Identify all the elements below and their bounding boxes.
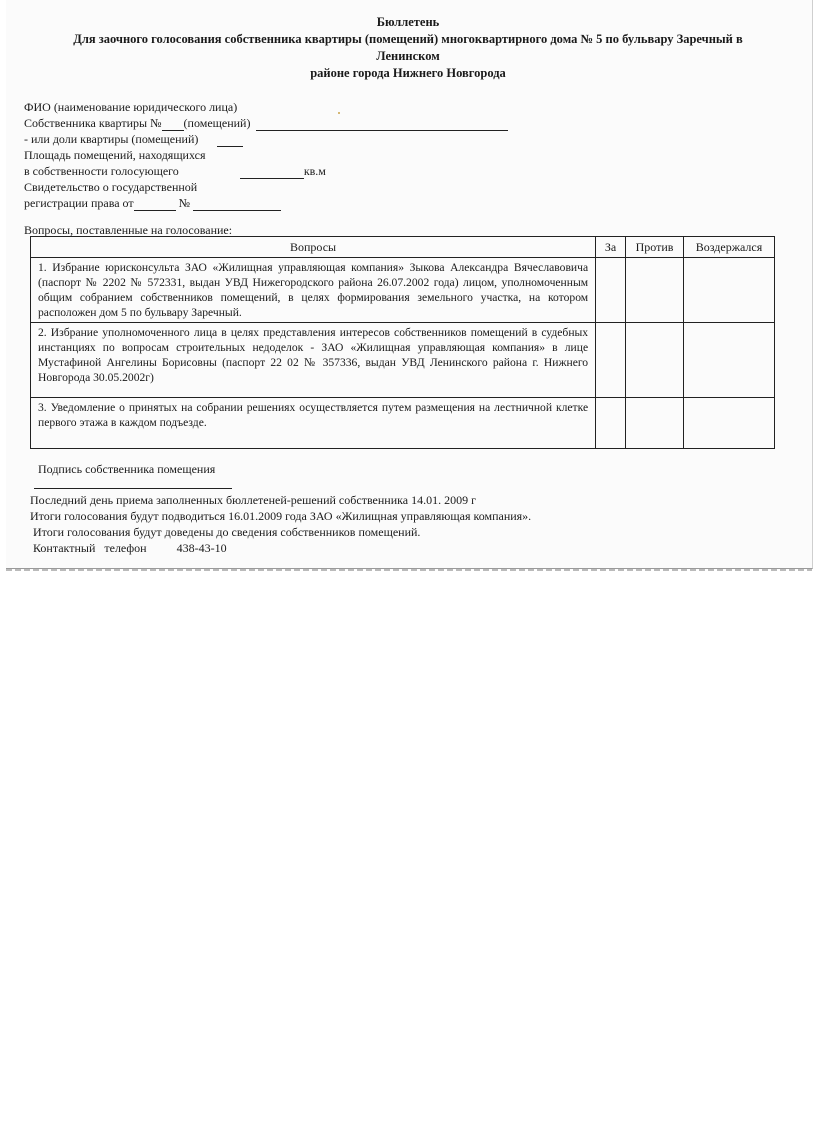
question-2-for-cell[interactable] — [596, 323, 626, 398]
question-2-text: 2. Избрание уполномоченного лица в целях представления интересов собственников помещений в судебных инстанциях по вопросам строительных недоделок - ЗАО «Жилищная управляющая компания» в лице Мустафиной Ангелины Борисовны (паспорт 22 02 № 357336, выдан УВД Ленинского района г. Нижнего Новгорода 30.05.2002г) — [31, 323, 596, 398]
question-3-for-cell[interactable] — [596, 398, 626, 449]
question-3-against-cell[interactable] — [626, 398, 684, 449]
question-2-abstain-cell[interactable] — [684, 323, 775, 398]
document-title: Бюллетень — [376, 15, 440, 29]
question-1-abstain-cell[interactable] — [684, 258, 775, 323]
cert-label-2: регистрации права от — [24, 196, 134, 210]
share-blank[interactable] — [217, 134, 243, 147]
document-header — [0, 14, 816, 82]
area-unit: кв.м — [303, 164, 326, 178]
question-2-against-cell[interactable] — [626, 323, 684, 398]
footer-results: Итоги голосования будут подводиться 16.01.2009 года ЗАО «Жилищная управляющая компания». — [30, 509, 532, 523]
header-line-2: Ленинском — [376, 49, 440, 63]
column-header-against: Против — [626, 237, 684, 258]
voting-table — [30, 236, 775, 449]
cert-number-label: № — [178, 196, 191, 210]
owner-number-label: Собственника квартиры № — [24, 116, 162, 130]
column-header-abstain: Воздержался — [684, 237, 775, 258]
footer-notes — [30, 492, 531, 556]
table-row — [31, 398, 775, 449]
column-header-for: За — [596, 237, 626, 258]
fio-label: ФИО (наименование юридического лица) — [24, 100, 238, 114]
cert-label-1: Свидетельство о государственной — [24, 180, 198, 194]
footer-contact — [33, 540, 531, 556]
area-label-1: Площадь помещений, находящихся — [24, 148, 206, 162]
table-row — [31, 323, 775, 398]
question-1-text: 1. Избрание юрисконсульта ЗАО «Жилищная управляющая компания» Зыкова Александра Вячеславовича (паспорт № 2202 № 572331, выдан УВД Нижегородского района 26.07.2002 года) лицом, уполномоченным общим собранием собственников помещений, в целях формирования земельного участка, на котором расположен дом 5 по бульвару Заречный. — [31, 258, 596, 323]
table-row — [31, 258, 775, 323]
header-line-1: Для заочного голосования собственника квартиры (помещений) многоквартирного дома № 5 по бульвару Заречный в — [73, 32, 743, 46]
area-label-2: в собственности голосующего — [24, 164, 179, 178]
phone-number: 438-43-10 — [176, 541, 227, 555]
signature-label: Подпись собственника помещения — [38, 462, 216, 476]
column-header-questions: Вопросы — [31, 237, 596, 258]
owner-premises-label: (помещений) — [183, 116, 251, 130]
question-3-text: 3. Уведомление о принятых на собрании решениях осуществляется путем размещения на лестничной клетке первого этажа в каждом подъезде. — [31, 398, 596, 449]
cert-date-blank[interactable] — [134, 198, 176, 211]
header-line-3: районе города Нижнего Новгорода — [310, 66, 506, 80]
apartment-number-blank[interactable] — [162, 118, 184, 131]
question-1-against-cell[interactable] — [626, 258, 684, 323]
area-blank[interactable] — [240, 166, 304, 179]
cert-number-blank[interactable] — [193, 198, 281, 211]
share-label: - или доли квартиры (помещений) — [24, 132, 199, 146]
phone-label: Контактный телефон — [33, 541, 147, 555]
footer-deadline: Последний день приема заполненных бюллетеней-решений собственника 14.01. 2009 г — [30, 493, 477, 507]
owner-name-blank[interactable] — [256, 118, 508, 131]
owner-fields — [24, 99, 508, 211]
questions-caption: Вопросы, поставленные на голосование: — [24, 223, 233, 237]
table-header-row — [31, 237, 775, 258]
question-1-for-cell[interactable] — [596, 258, 626, 323]
question-3-abstain-cell[interactable] — [684, 398, 775, 449]
footer-notice: Итоги голосования будут доведены до сведения собственников помещений. — [30, 525, 421, 539]
signature-line[interactable] — [34, 488, 232, 489]
